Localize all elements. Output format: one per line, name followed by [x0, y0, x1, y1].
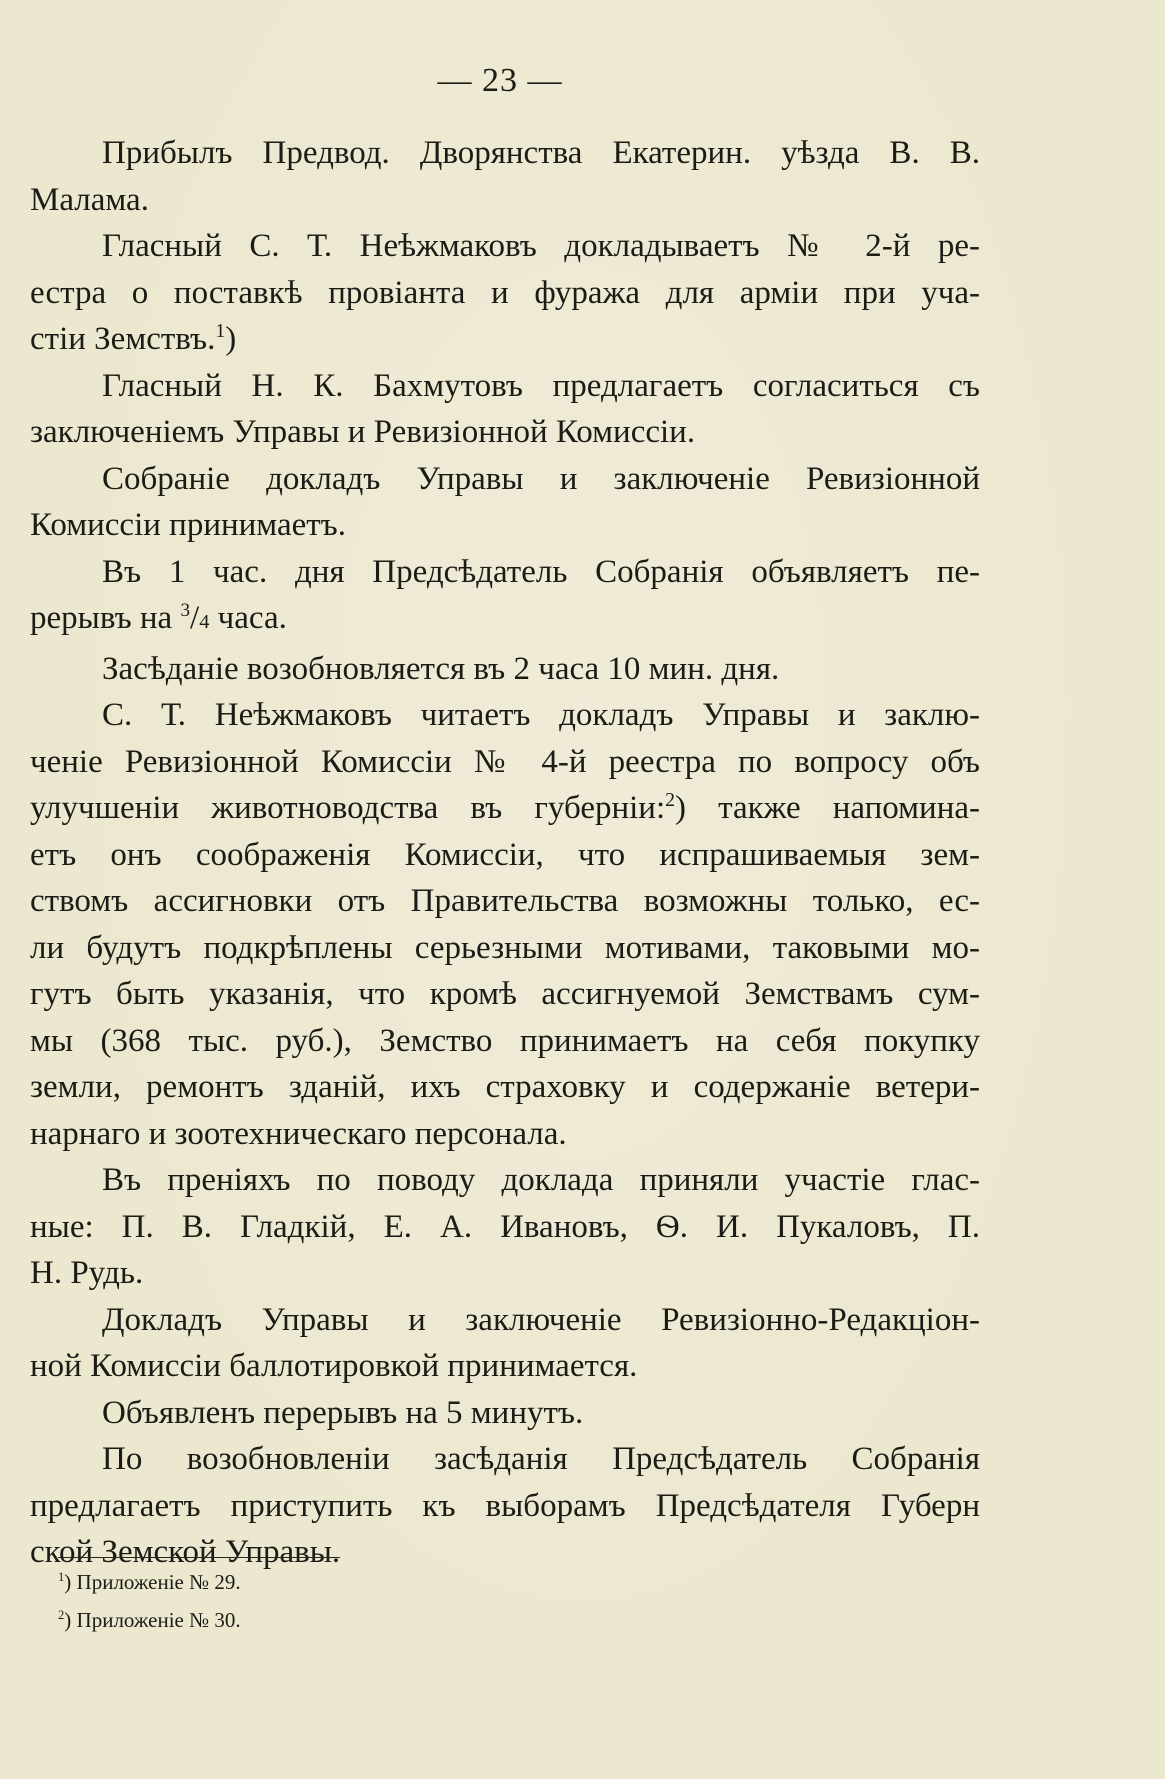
- paragraph-5: [30, 549, 980, 646]
- text-fragment: улучшеніи животноводства въ губерніи:: [30, 790, 666, 826]
- text-line: рерывъ на $^3$/4 часа.: [30, 600, 287, 636]
- paragraph-4: [30, 456, 980, 549]
- paragraph-9: [30, 1297, 980, 1390]
- fraction-numerator: 3: [180, 600, 191, 621]
- text-line: Въ 1 час. дня Предсѣдатель Собранія объявляетъ пе-: [102, 553, 980, 590]
- footnote-divider: [58, 1557, 340, 1558]
- body-text: [30, 130, 980, 1576]
- paragraph-11: [30, 1436, 980, 1576]
- footnotes: [58, 1563, 758, 1639]
- text-line: Прибылъ Предвод. Дворянства Екатерин. уѣзда В. В.: [102, 135, 980, 171]
- text-line: Гласный С. Т. Неѣжмаковъ докладываетъ № 2-й ре-: [102, 228, 980, 264]
- text-line: Засѣданіе возобновляется въ 2 часа 10 мин. дня.: [102, 650, 780, 687]
- text-line: Въ преніяхъ по поводу доклада приняли участіе глас-: [102, 1162, 980, 1198]
- text-line: стіи Земствъ.$^1$): [30, 320, 237, 357]
- text-line: ствомъ ассигновки отъ Правительства возможны только, ес-: [30, 883, 980, 919]
- text-line: предлагаетъ приступить къ выборамъ Предсѣдателя Губерн: [30, 1487, 980, 1524]
- text-line: гутъ быть указанія, что кромѣ ассигнуемой Земствамъ сум-: [30, 976, 980, 1012]
- footnote-text: ) Приложеніе № 30.: [64, 1608, 241, 1632]
- text-line: Малама.: [30, 181, 149, 218]
- footnote-ref: 2: [665, 789, 676, 811]
- text-fragment: стіи Земствъ.: [30, 321, 216, 357]
- paragraph-8: [30, 1157, 980, 1297]
- text-line: ные: П. В. Гладкій, Е. А. Ивановъ, Ѳ. И. Пукаловъ, П.: [30, 1208, 980, 1245]
- text-line: ченіе Ревизіонной Комиссіи № 4-й реестра по вопросу объ: [30, 743, 980, 780]
- text-line: По возобновленіи засѣданія Предсѣдатель Собранія: [102, 1441, 980, 1477]
- text-line: Собраніе докладъ Управы и заключеніе Ревизіонной: [102, 460, 980, 497]
- paragraph-2: [30, 223, 980, 363]
- paragraph-10: [30, 1390, 980, 1437]
- footnote-text: ) Приложеніе № 29.: [64, 1570, 241, 1594]
- text-line: заключеніемъ Управы и Ревизіонной Комиссіи.: [30, 414, 696, 450]
- text-fragment: часа.: [209, 600, 287, 636]
- paragraph-6: [30, 646, 980, 693]
- text-line: ской Земской Управы.: [30, 1534, 341, 1570]
- text-line: естра о поставкѣ провіанта и фуража для арміи при уча-: [30, 274, 980, 311]
- fraction-denominator: 4: [199, 611, 210, 633]
- text-fragment: ) также напомина-: [675, 790, 981, 826]
- text-line: С. Т. Неѣжмаковъ читаетъ докладъ Управы и заклю-: [102, 697, 980, 733]
- paragraph-3: [30, 363, 980, 456]
- text-line: Гласный Н. К. Бахмутовъ предлагаетъ согласиться съ: [102, 367, 980, 404]
- text-line: ли будутъ подкрѣплены серьезными мотивами, таковыми мо-: [30, 929, 980, 966]
- text-line: мы (368 тыс. руб.), Земство принимаетъ на себя покупку: [30, 1022, 980, 1059]
- text-line: нарнаго и зоотехническаго персонала.: [30, 1115, 567, 1152]
- text-line: ной Комиссіи баллотировкой принимается.: [30, 1348, 638, 1384]
- text-line: [30, 785, 980, 832]
- text-line: Комиссіи принимаетъ.: [30, 507, 346, 543]
- text-fragment: рерывъ на: [30, 600, 173, 636]
- text-line: етъ онъ соображенія Комиссіи, что испрашиваемыя зем-: [30, 836, 980, 873]
- text-line: земли, ремонтъ зданій, ихъ страховку и содержаніе ветери-: [30, 1069, 980, 1105]
- page-number: — 23 —: [437, 62, 563, 99]
- text-line: Н. Рудь.: [30, 1255, 144, 1291]
- footnote-mark: 2: [58, 1608, 65, 1622]
- text-line: Объявленъ перерывъ на 5 минутъ.: [102, 1394, 584, 1431]
- paragraph-1: [30, 130, 980, 223]
- footnote-2: [58, 1601, 758, 1639]
- paragraph-7: [30, 692, 980, 1157]
- footnote-ref: 1: [215, 320, 226, 342]
- footnote-mark: 1: [58, 1570, 65, 1584]
- footnote-1: [58, 1563, 758, 1601]
- text-line: Докладъ Управы и заключеніе Ревизіонно-Редакціон-: [102, 1301, 980, 1338]
